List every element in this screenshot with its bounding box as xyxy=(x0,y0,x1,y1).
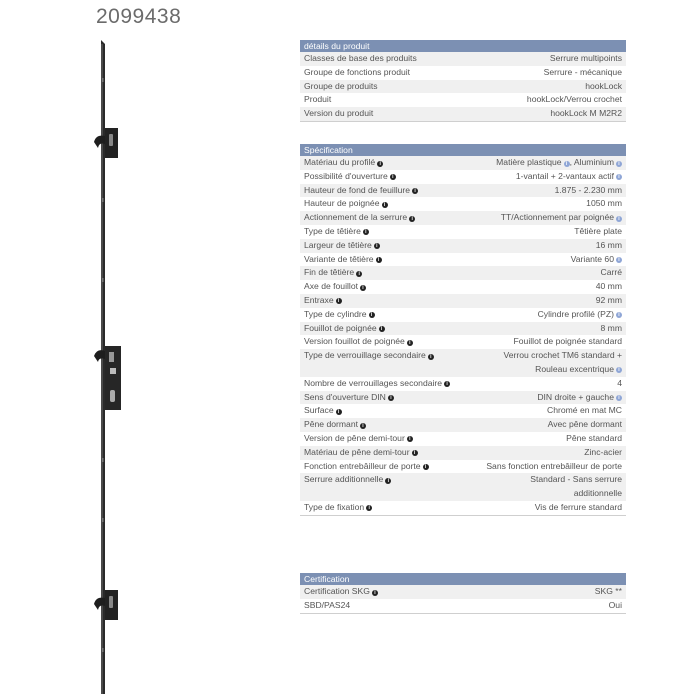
spec-label xyxy=(304,66,410,80)
spec-value-text: Standard - Sans serrure additionnelle xyxy=(530,474,622,499)
spec-label-text: Fouillot de poignée xyxy=(304,322,377,333)
spec-value xyxy=(482,211,622,225)
info-icon[interactable]: i xyxy=(428,354,434,360)
spec-value xyxy=(482,377,622,391)
spec-value xyxy=(482,473,622,501)
spec-label-text: Sens d'ouverture DIN xyxy=(304,391,386,402)
spec-label xyxy=(304,156,383,170)
info-icon[interactable]: i xyxy=(377,161,383,167)
info-icon[interactable]: i xyxy=(564,161,570,167)
spec-label xyxy=(304,197,388,211)
spec-value-text: 4 xyxy=(617,377,622,388)
info-icon[interactable]: i xyxy=(366,505,372,511)
info-icon[interactable]: i xyxy=(616,367,622,373)
spec-label-text: Surface xyxy=(304,405,334,416)
spec-label xyxy=(304,280,366,294)
spec-label xyxy=(304,377,450,391)
info-icon[interactable]: i xyxy=(412,450,418,456)
spec-value-text: TT/Actionnement par poignée xyxy=(500,212,614,223)
spec-value-text: 1050 mm xyxy=(586,198,622,209)
spec-value xyxy=(482,170,622,184)
spec-value-text: 8 mm xyxy=(600,322,622,333)
spec-row xyxy=(300,225,626,239)
spec-row xyxy=(300,404,626,418)
info-icon[interactable]: i xyxy=(374,243,380,249)
spec-label xyxy=(304,93,331,107)
spec-row xyxy=(300,460,626,474)
spec-label-text: Fin de têtière xyxy=(304,267,355,278)
spec-label-text: Matériau du profilé xyxy=(304,157,376,167)
spec-row xyxy=(300,107,626,121)
spec-row xyxy=(300,211,626,225)
spec-label-text: Pêne dormant xyxy=(304,419,358,430)
spec-label xyxy=(304,107,373,121)
spec-label xyxy=(304,404,342,418)
spec-row xyxy=(300,294,626,308)
spec-row xyxy=(300,156,626,170)
spec-value xyxy=(482,418,622,432)
info-icon[interactable]: i xyxy=(616,257,622,263)
spec-label xyxy=(304,349,434,377)
spec-value-text: hookLock xyxy=(585,80,622,91)
spec-row xyxy=(300,599,626,613)
spec-row xyxy=(300,52,626,66)
spec-label-text: Fonction entrebâilleur de porte xyxy=(304,460,421,471)
spec-value xyxy=(482,391,622,405)
spec-label-text: Type de têtière xyxy=(304,225,361,236)
info-icon[interactable]: i xyxy=(616,161,622,167)
spec-label xyxy=(304,460,429,474)
info-icon[interactable]: i xyxy=(372,590,378,596)
spec-value xyxy=(482,80,622,94)
spec-row xyxy=(300,335,626,349)
spec-value-text: Matière plastique xyxy=(496,157,562,167)
spec-label-text: Largeur de têtière xyxy=(304,239,372,250)
info-icon[interactable]: i xyxy=(385,478,391,484)
spec-row xyxy=(300,93,626,107)
spec-value-text: , Aluminium xyxy=(569,157,614,167)
spec-label-text: Type de verrouillage secondaire xyxy=(304,350,426,361)
info-icon[interactable]: i xyxy=(376,257,382,263)
spec-label-text: SBD/PAS24 xyxy=(304,599,351,610)
spec-label xyxy=(304,335,413,349)
spec-label-text: Certification SKG xyxy=(304,586,370,596)
spec-label-text: Serrure additionnelle xyxy=(304,474,384,485)
info-icon[interactable]: i xyxy=(369,312,375,318)
spec-label-text: Nombre de verrouillages secondaire xyxy=(304,377,443,388)
spec-value-text: 16 mm xyxy=(595,239,622,250)
spec-row xyxy=(300,184,626,198)
spec-value xyxy=(482,239,622,253)
section-1 xyxy=(300,144,626,516)
spec-value-text: 40 mm xyxy=(595,281,622,292)
spec-label-text: Entraxe xyxy=(304,294,334,305)
spec-value-text: Verrou crochet TM6 standard + Rouleau excentrique xyxy=(503,350,622,374)
spec-value-text: Avec pêne dormant xyxy=(547,419,622,430)
spec-label xyxy=(304,294,342,308)
spec-value xyxy=(482,501,622,515)
spec-label xyxy=(304,170,396,184)
info-icon[interactable]: i xyxy=(407,436,413,442)
info-icon[interactable]: i xyxy=(336,409,342,415)
section-title: Certification xyxy=(300,573,626,585)
spec-label xyxy=(304,225,369,239)
spec-label-text: Version du produit xyxy=(304,108,374,119)
spec-label xyxy=(304,418,366,432)
spec-value-text: Carré xyxy=(600,267,622,278)
spec-value-text: Têtière plate xyxy=(574,225,622,236)
info-icon[interactable]: i xyxy=(444,381,450,387)
spec-value-text: Serrure - mécanique xyxy=(543,66,622,77)
spec-value xyxy=(482,253,622,267)
spec-value xyxy=(482,599,622,613)
spec-label-text: Groupe de produits xyxy=(304,80,378,91)
spec-value-text: 92 mm xyxy=(595,294,622,305)
spec-label xyxy=(304,446,418,460)
spec-label-text: Matériau de pêne demi-tour xyxy=(304,446,410,457)
spec-value-text: Sans fonction entrebâilleur de porte xyxy=(486,460,622,471)
spec-row xyxy=(300,446,626,460)
spec-label xyxy=(304,239,380,253)
spec-row xyxy=(300,253,626,267)
spec-value-text: 1.875 - 2.230 mm xyxy=(554,184,622,195)
spec-row xyxy=(300,418,626,432)
spec-label xyxy=(304,501,372,515)
spec-label xyxy=(304,184,418,198)
spec-label-text: Version fouillot de poignée xyxy=(304,336,405,347)
section-0 xyxy=(300,40,626,122)
info-icon[interactable]: i xyxy=(616,174,622,180)
spec-value xyxy=(482,404,622,418)
info-icon[interactable]: i xyxy=(407,340,413,346)
spec-label xyxy=(304,253,382,267)
spec-row xyxy=(300,239,626,253)
spec-row xyxy=(300,349,626,377)
spec-label xyxy=(304,599,350,613)
spec-value xyxy=(482,66,622,80)
spec-label xyxy=(304,52,417,66)
spec-value-text: Pêne standard xyxy=(566,432,622,443)
spec-label xyxy=(304,266,362,280)
spec-row xyxy=(300,391,626,405)
spec-label-text: Possibilité d'ouverture xyxy=(304,170,388,181)
spec-row xyxy=(300,280,626,294)
info-icon[interactable]: i xyxy=(382,202,388,208)
section-divider xyxy=(300,613,626,614)
spec-value-text: Cylindre profilé (PZ) xyxy=(537,308,614,319)
spec-value xyxy=(482,432,622,446)
spec-row xyxy=(300,322,626,336)
section-divider xyxy=(300,121,626,122)
info-icon[interactable]: i xyxy=(360,285,366,291)
spec-label xyxy=(304,80,378,94)
spec-value xyxy=(482,225,622,239)
spec-value xyxy=(482,446,622,460)
section-2 xyxy=(300,573,626,614)
info-icon[interactable]: i xyxy=(379,326,385,332)
spec-value-text: hookLock M M2R2 xyxy=(550,108,622,119)
spec-value-text: hookLock/Verrou crochet xyxy=(526,94,622,105)
spec-value xyxy=(482,308,622,322)
spec-value-text: Fouillot de poignée standard xyxy=(513,336,622,347)
spec-label-text: Groupe de fonctions produit xyxy=(304,66,411,77)
spec-row xyxy=(300,66,626,80)
spec-value xyxy=(482,266,622,280)
info-icon[interactable]: i xyxy=(336,298,342,304)
spec-row xyxy=(300,170,626,184)
spec-value-text: Variante 60 xyxy=(570,253,614,264)
info-icon[interactable]: i xyxy=(390,174,396,180)
spec-label xyxy=(304,211,415,225)
spec-value-text: DIN droite + gauche xyxy=(537,391,614,402)
spec-value xyxy=(482,184,622,198)
spec-value-text: 1-vantail + 2-vantaux actif xyxy=(515,170,614,181)
spec-label-text: Hauteur de fond de feuillure xyxy=(304,184,411,195)
info-icon[interactable]: i xyxy=(616,216,622,222)
spec-value xyxy=(482,322,622,336)
spec-label xyxy=(304,473,391,501)
info-icon[interactable]: i xyxy=(616,395,622,401)
section-title: détails du produit xyxy=(300,40,626,52)
spec-value-text: Vis de ferrure standard xyxy=(534,501,622,512)
info-icon[interactable]: i xyxy=(363,229,369,235)
spec-row xyxy=(300,473,626,501)
spec-label-text: Type de cylindre xyxy=(304,308,367,319)
spec-value-text: Zinc-acier xyxy=(584,446,622,457)
spec-value xyxy=(482,156,622,170)
info-icon[interactable]: i xyxy=(423,464,429,470)
spec-label-text: Produit xyxy=(304,94,332,105)
spec-value xyxy=(482,93,622,107)
info-icon[interactable]: i xyxy=(616,312,622,318)
spec-value xyxy=(482,335,622,349)
spec-label-text: Version de pêne demi-tour xyxy=(304,432,405,443)
spec-row xyxy=(300,80,626,94)
info-icon[interactable]: i xyxy=(412,188,418,194)
spec-value xyxy=(482,460,622,474)
section-divider xyxy=(300,515,626,516)
spec-label-text: Classes de base des produits xyxy=(304,53,417,63)
spec-value xyxy=(482,107,622,121)
spec-row xyxy=(300,266,626,280)
spec-value xyxy=(482,294,622,308)
spec-value-text: Chromé en mat MC xyxy=(547,405,622,416)
info-icon[interactable]: i xyxy=(388,395,394,401)
spec-value xyxy=(482,280,622,294)
spec-value xyxy=(482,585,622,599)
article-number: 2099438 xyxy=(96,5,182,28)
spec-label-text: Type de fixation xyxy=(304,501,365,512)
multipoint-lock-image xyxy=(80,38,140,698)
spec-value xyxy=(482,52,622,66)
spec-label-text: Axe de fouillot xyxy=(304,281,358,292)
spec-label xyxy=(304,432,413,446)
spec-label-text: Variante de têtière xyxy=(304,253,374,264)
section-title: Spécification xyxy=(300,144,626,156)
spec-label-text: Hauteur de poignée xyxy=(304,198,380,209)
spec-row xyxy=(300,377,626,391)
spec-row xyxy=(300,585,626,599)
info-icon[interactable]: i xyxy=(409,216,415,222)
spec-row xyxy=(300,197,626,211)
spec-value-text: SKG ** xyxy=(594,586,622,596)
spec-row xyxy=(300,501,626,515)
spec-value xyxy=(482,349,622,377)
spec-value-text: Oui xyxy=(608,599,622,610)
spec-value-text: Serrure multipoints xyxy=(549,53,622,63)
spec-label xyxy=(304,391,394,405)
spec-row xyxy=(300,308,626,322)
info-icon[interactable]: i xyxy=(360,423,366,429)
spec-label xyxy=(304,308,375,322)
spec-label-text: Actionnement de la serrure xyxy=(304,212,408,223)
spec-row xyxy=(300,432,626,446)
info-icon[interactable]: i xyxy=(356,271,362,277)
spec-label xyxy=(304,585,378,599)
spec-value xyxy=(482,197,622,211)
spec-label xyxy=(304,322,385,336)
